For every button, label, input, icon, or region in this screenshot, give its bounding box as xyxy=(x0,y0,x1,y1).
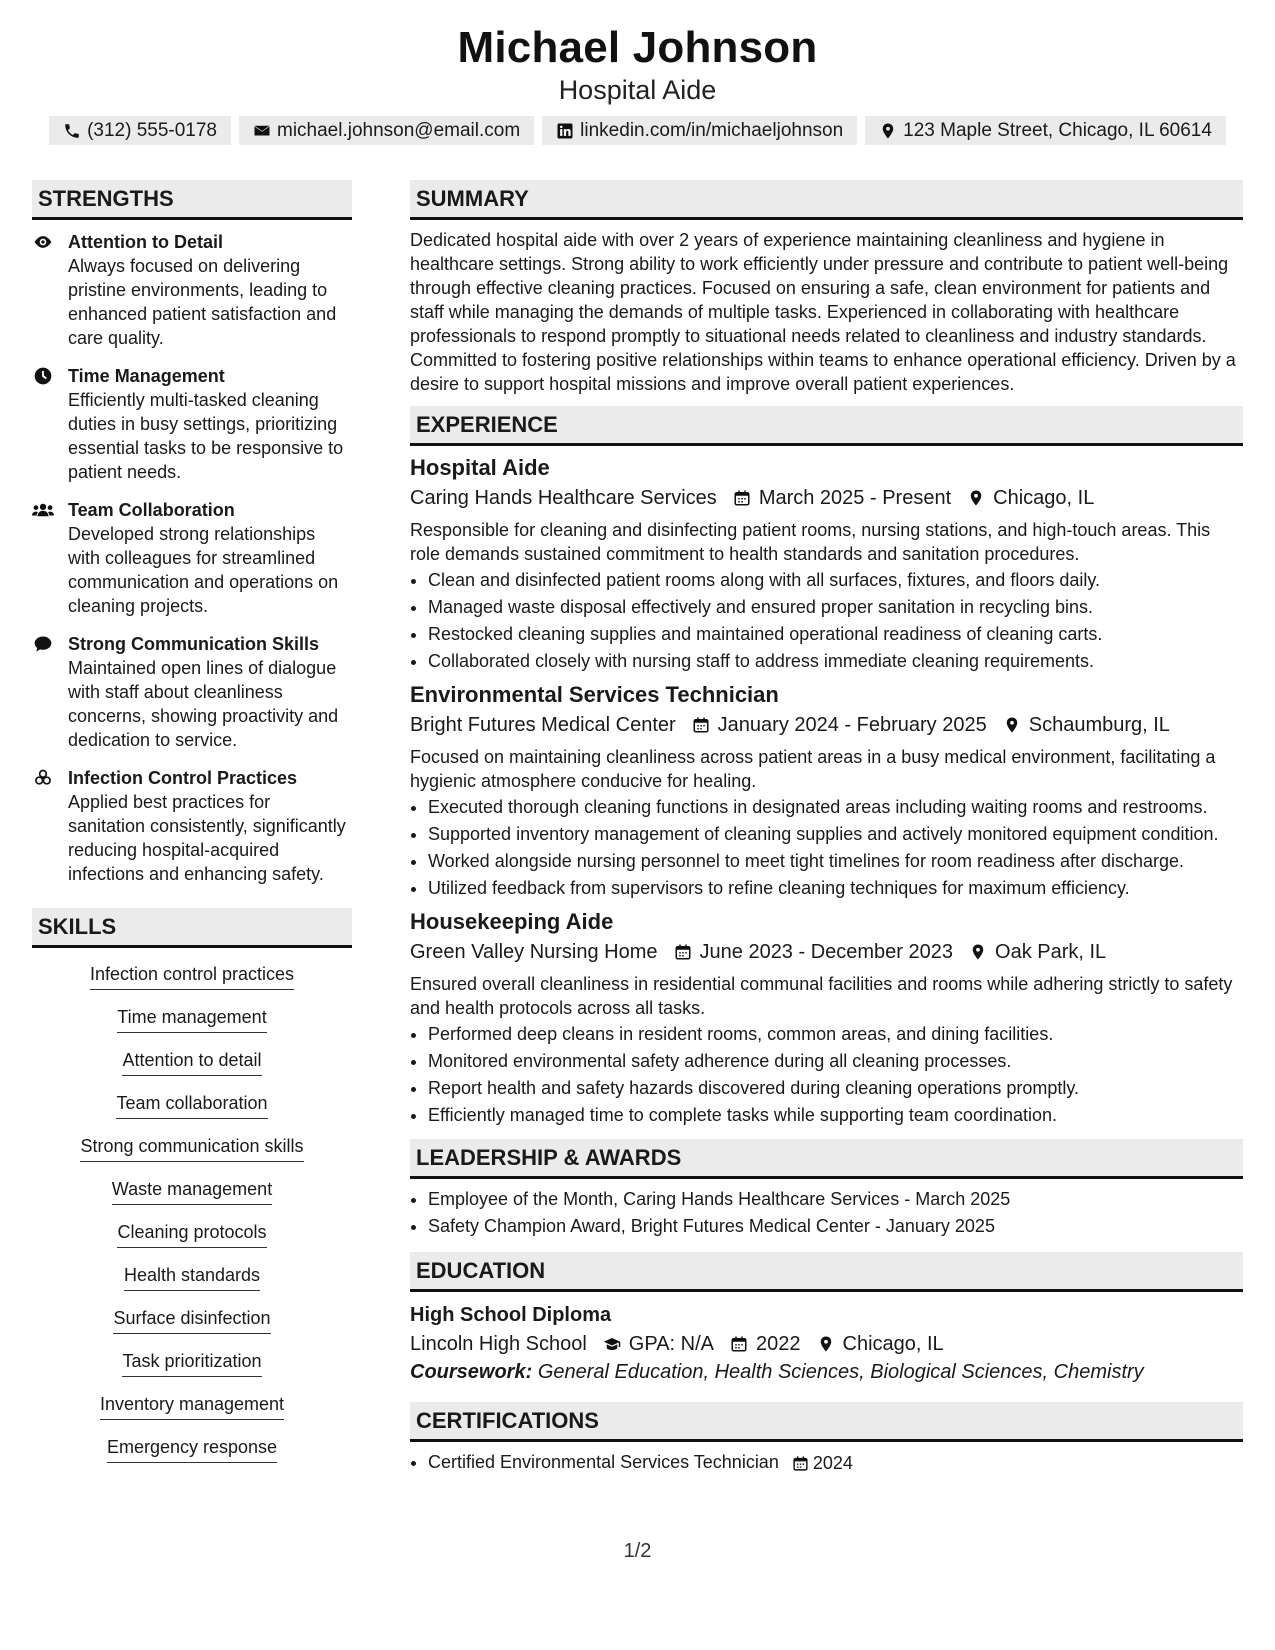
graduation-cap-icon xyxy=(603,1335,621,1353)
strength-item xyxy=(32,230,352,350)
coursework-label: Coursework: xyxy=(410,1361,533,1383)
right-column xyxy=(410,180,1243,1478)
strengths-heading: STRENGTHS xyxy=(32,180,352,220)
strength-item xyxy=(32,364,352,484)
skill-item: Surface disinfection xyxy=(113,1306,270,1334)
certifications-heading: CERTIFICATIONS xyxy=(410,1402,1243,1442)
contact-email[interactable] xyxy=(239,116,534,145)
edu-meta xyxy=(410,1330,1243,1358)
edu-location: Chicago, IL xyxy=(842,1333,944,1355)
resume-body xyxy=(32,180,1243,1478)
job-bullet: • Executed thorough cleaning functions in designated areas including waiting rooms and restrooms. xyxy=(428,795,1243,819)
envelope-icon xyxy=(253,122,271,140)
job-bullets xyxy=(410,1022,1243,1127)
clock-icon xyxy=(32,366,54,386)
job-entry xyxy=(410,681,1243,900)
job-dates: March 2025 - Present xyxy=(758,487,952,509)
skill-item: Time management xyxy=(117,1005,266,1033)
page-number: 1/2 xyxy=(623,1540,652,1562)
skills-heading: SKILLS xyxy=(32,908,352,948)
job-meta xyxy=(410,484,1243,512)
edu-gpa: GPA: N/A xyxy=(628,1333,714,1355)
awards-heading: LEADERSHIP & AWARDS xyxy=(410,1139,1243,1179)
address-text: 123 Maple Street, Chicago, IL 60614 xyxy=(903,119,1212,141)
job-location: Schaumburg, IL xyxy=(1028,714,1170,736)
job-bullet: • Collaborated closely with nursing staff to address immediate cleaning requirements. xyxy=(428,649,1243,673)
strength-desc: Applied best practices for sanitation consistently, significantly reducing hospital-acquired infections and enhancing safety. xyxy=(68,792,346,884)
phone-icon xyxy=(63,122,81,140)
users-icon xyxy=(32,500,54,520)
job-desc: Responsible for cleaning and disinfecting patient rooms, nursing stations, and high-touch areas. This role demands sustained commitment to health standards and sanitation procedures. xyxy=(410,520,1211,564)
edu-school: Lincoln High School xyxy=(410,1333,587,1355)
strengths-list xyxy=(32,230,352,886)
skill-item: Team collaboration xyxy=(116,1091,267,1119)
contact-bar xyxy=(0,116,1275,145)
strength-item xyxy=(32,498,352,618)
job-bullet: • Efficiently managed time to complete tasks while supporting team coordination. xyxy=(428,1103,1243,1127)
certification-name: Certified Environmental Services Technician xyxy=(428,1452,779,1472)
contact-address xyxy=(865,116,1226,145)
job-entry xyxy=(410,454,1243,673)
map-pin-icon xyxy=(969,943,987,961)
edu-year: 2022 xyxy=(756,1333,801,1355)
summary-text: Dedicated hospital aide with over 2 years of experience maintaining cleanliness and hygiene in healthcare settings. Strong ability to work efficiently under pressure and contribute to patient well-being through effective cleaning practices. Focused on ensuring a safe, clean environment for patients and staff while managing the demands of multiple tasks. Experienced in collaborating with healthcare professionals to respond promptly to situational needs related to cleanliness and industry standards. Committed to fostering positive relationships within teams to enhance operational efficiency. Driven by a desire to support hospital missions and improve overall patient experiences. xyxy=(410,230,1236,394)
map-pin-icon xyxy=(817,1335,835,1353)
certification-item xyxy=(428,1450,1243,1475)
email-text: michael.johnson@email.com xyxy=(277,119,521,141)
job-meta xyxy=(410,938,1243,966)
job-bullets xyxy=(410,795,1243,900)
education-entry xyxy=(410,1302,1243,1386)
calendar-icon xyxy=(733,489,751,507)
job-desc: Ensured overall cleanliness in residential communal facilities and rooms while adhering strictly to safety and health protocols across all tasks. xyxy=(410,974,1233,1018)
job-title: Housekeeping Aide xyxy=(410,909,614,934)
certifications-list xyxy=(410,1450,1243,1475)
strength-desc: Maintained open lines of dialogue with staff about cleanliness concerns, showing proactivity and dedication to service. xyxy=(68,658,339,750)
map-pin-icon xyxy=(1003,716,1021,734)
job-bullet: • Performed deep cleans in resident rooms, common areas, and dining facilities. xyxy=(428,1022,1243,1046)
job-meta xyxy=(410,711,1243,739)
calendar-icon xyxy=(692,716,710,734)
calendar-icon xyxy=(674,943,692,961)
strength-desc: Always focused on delivering pristine environments, leading to enhanced patient satisfaction and care quality. xyxy=(68,256,337,348)
skill-item: Strong communication skills xyxy=(80,1134,303,1162)
job-bullet: • Utilized feedback from supervisors to refine cleaning techniques for maximum efficiency. xyxy=(428,876,1243,900)
job-title: Hospital Aide xyxy=(410,455,550,480)
job-dates: January 2024 - February 2025 xyxy=(717,714,987,736)
job-entry xyxy=(410,908,1243,1127)
skill-item: Emergency response xyxy=(107,1435,277,1463)
job-company: Bright Futures Medical Center xyxy=(410,714,676,736)
left-column xyxy=(32,180,352,1478)
job-bullet: • Monitored environmental safety adherence during all cleaning processes. xyxy=(428,1049,1243,1073)
job-bullets xyxy=(410,568,1243,673)
linkedin-text: linkedin.com/in/michaeljohnson xyxy=(580,119,844,141)
map-pin-icon xyxy=(967,489,985,507)
contact-phone xyxy=(49,116,231,145)
awards-list xyxy=(410,1187,1243,1238)
contact-linkedin[interactable] xyxy=(542,116,857,145)
skill-item: Cleaning protocols xyxy=(117,1220,266,1248)
skill-item: Waste management xyxy=(112,1177,272,1205)
comment-icon xyxy=(32,634,54,654)
job-bullet: • Restocked cleaning supplies and maintained operational readiness of cleaning carts. xyxy=(428,622,1243,646)
experience-heading: EXPERIENCE xyxy=(410,406,1243,446)
strength-desc: Efficiently multi-tasked cleaning duties in busy settings, prioritizing essential tasks to be responsive to patient needs. xyxy=(68,390,344,482)
job-bullet: • Report health and safety hazards discovered during cleaning operations promptly. xyxy=(428,1076,1243,1100)
job-title: Environmental Services Technician xyxy=(410,682,779,707)
summary-heading: SUMMARY xyxy=(410,180,1243,220)
candidate-title: Hospital Aide xyxy=(558,75,717,105)
award-item: • Safety Champion Award, Bright Futures Medical Center - January 2025 xyxy=(428,1214,1243,1238)
strength-title: Team Collaboration xyxy=(68,500,235,520)
job-location: Oak Park, IL xyxy=(995,941,1107,963)
phone-text: (312) 555-0178 xyxy=(87,119,217,141)
job-location: Chicago, IL xyxy=(993,487,1095,509)
skill-item: Attention to detail xyxy=(122,1048,261,1076)
job-dates: June 2023 - December 2023 xyxy=(699,941,954,963)
award-item: • Employee of the Month, Caring Hands Healthcare Services - March 2025 xyxy=(428,1187,1243,1211)
skill-item: Health standards xyxy=(124,1263,260,1291)
eye-icon xyxy=(32,232,54,252)
strength-title: Time Management xyxy=(68,366,225,386)
job-company: Caring Hands Healthcare Services xyxy=(410,487,717,509)
job-bullet: • Supported inventory management of cleaning supplies and actively monitored equipment condition. xyxy=(428,822,1243,846)
map-pin-icon xyxy=(879,122,897,140)
job-company: Green Valley Nursing Home xyxy=(410,941,658,963)
strength-title: Infection Control Practices xyxy=(68,768,298,788)
biohazard-icon xyxy=(32,768,54,788)
edu-degree: High School Diploma xyxy=(410,1304,612,1326)
strength-item xyxy=(32,632,352,752)
education-heading: EDUCATION xyxy=(410,1252,1243,1292)
job-bullet: • Clean and disinfected patient rooms along with all surfaces, fixtures, and floors daily. xyxy=(428,568,1243,592)
calendar-icon xyxy=(792,1455,809,1472)
job-bullet: • Worked alongside nursing personnel to meet tight timelines for room readiness after discharge. xyxy=(428,849,1243,873)
candidate-name: Michael Johnson xyxy=(457,23,818,72)
strength-item xyxy=(32,766,352,886)
skill-item: Task prioritization xyxy=(122,1349,261,1377)
certification-year: 2024 xyxy=(812,1453,853,1474)
linkedin-icon xyxy=(556,122,574,140)
coursework-text: General Education, Health Sciences, Biological Sciences, Chemistry xyxy=(537,1361,1144,1383)
strength-desc: Developed strong relationships with colleagues for streamlined communication and operations on cleaning projects. xyxy=(68,524,339,616)
calendar-icon xyxy=(730,1335,748,1353)
resume-header xyxy=(0,0,1275,145)
job-bullet: • Managed waste disposal effectively and ensured proper sanitation in recycling bins. xyxy=(428,595,1243,619)
job-desc: Focused on maintaining cleanliness across patient areas in a busy medical environment, facilitating a hygienic atmosphere conducive for healing. xyxy=(410,747,1216,791)
strength-title: Strong Communication Skills xyxy=(68,634,320,654)
skill-item: Inventory management xyxy=(100,1392,284,1420)
strength-title: Attention to Detail xyxy=(68,232,223,252)
skills-list xyxy=(32,962,352,1478)
edu-coursework xyxy=(410,1358,1243,1386)
skill-item: Infection control practices xyxy=(90,962,294,990)
